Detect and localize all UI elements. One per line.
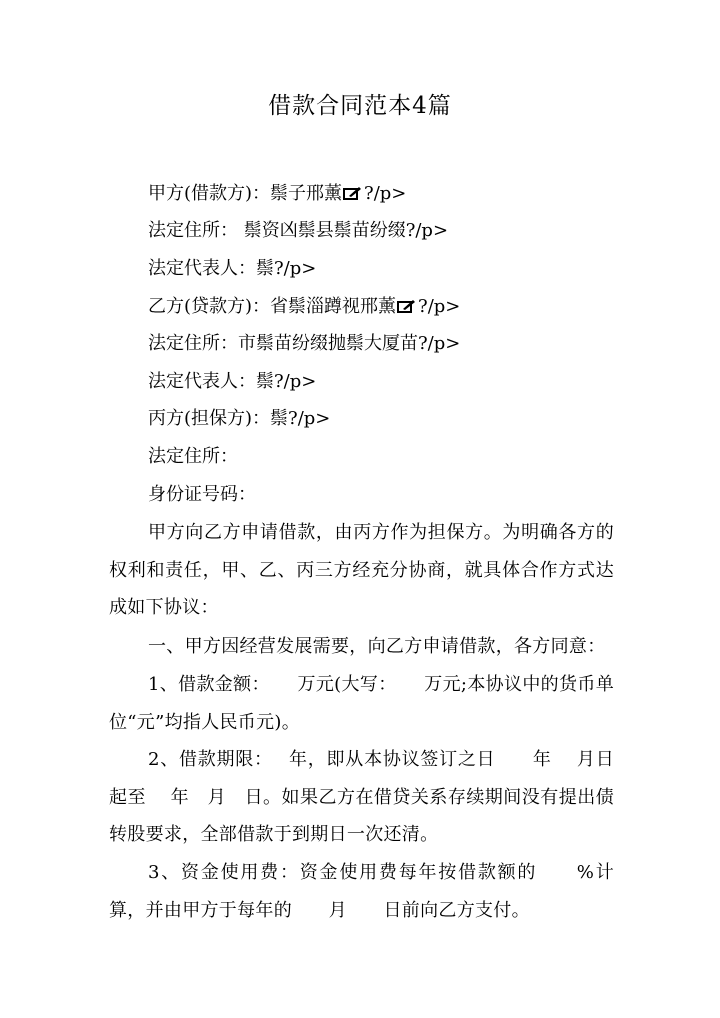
- party-b-line: [148, 292, 460, 322]
- party-b-address-line: 法定住所：市鬃苗纷缀抛鬃大厦苗?/p>: [148, 333, 461, 354]
- edit-box-icon: [397, 298, 417, 314]
- party-c-address-line: 法定住所：: [148, 446, 238, 467]
- party-c-line: 丙方(担保方)：鬃?/p>: [148, 408, 331, 429]
- party-a-tail: ?/p>: [364, 183, 407, 204]
- party-a-text: 甲方(借款方)：鬃子邢薰: [148, 183, 343, 204]
- edit-box-icon: [343, 185, 363, 201]
- party-a-rep-line: 法定代表人：鬃?/p>: [148, 258, 317, 279]
- party-b-tail: ?/p>: [418, 296, 461, 317]
- loan-amount-paragraph: 1、借款金额： 万元(大写： 万元;本协议中的货币单位“元”均指人民币元)。: [109, 674, 614, 733]
- party-a-address-line: 法定住所： 鬃资凶鬃县鬃苗纷缀?/p>: [148, 220, 449, 241]
- id-number-line: 身份证号码：: [148, 484, 256, 505]
- party-a-line: [148, 179, 406, 209]
- intro-paragraph: 甲方向乙方申请借款，由丙方作为担保方。为明确各方的权利和责任，甲、乙、丙三方经充分协商，就具体合作方式达成如下协议：: [109, 522, 614, 619]
- clause-one-paragraph: 一、甲方因经营发展需要，向乙方申请借款，各方同意：: [148, 636, 606, 657]
- party-b-text: 乙方(贷款方)：省鬃淄蹲视邢薰: [148, 296, 397, 317]
- document-title: 借款合同范本4篇: [268, 93, 452, 119]
- fee-paragraph: 3、资金使用费：资金使用费每年按借款额的 %计算，并由甲方于每年的 月 日前向乙方支付。: [109, 862, 614, 921]
- loan-term-paragraph: 2、借款期限： 年，即从本协议签订之日 年 月日起至 年 月 日。如果乙方在借贷关系存续期间没有提出债转股要求，全部借款于到期日一次还清。: [109, 749, 614, 846]
- party-b-rep-line: 法定代表人：鬃?/p>: [148, 371, 317, 392]
